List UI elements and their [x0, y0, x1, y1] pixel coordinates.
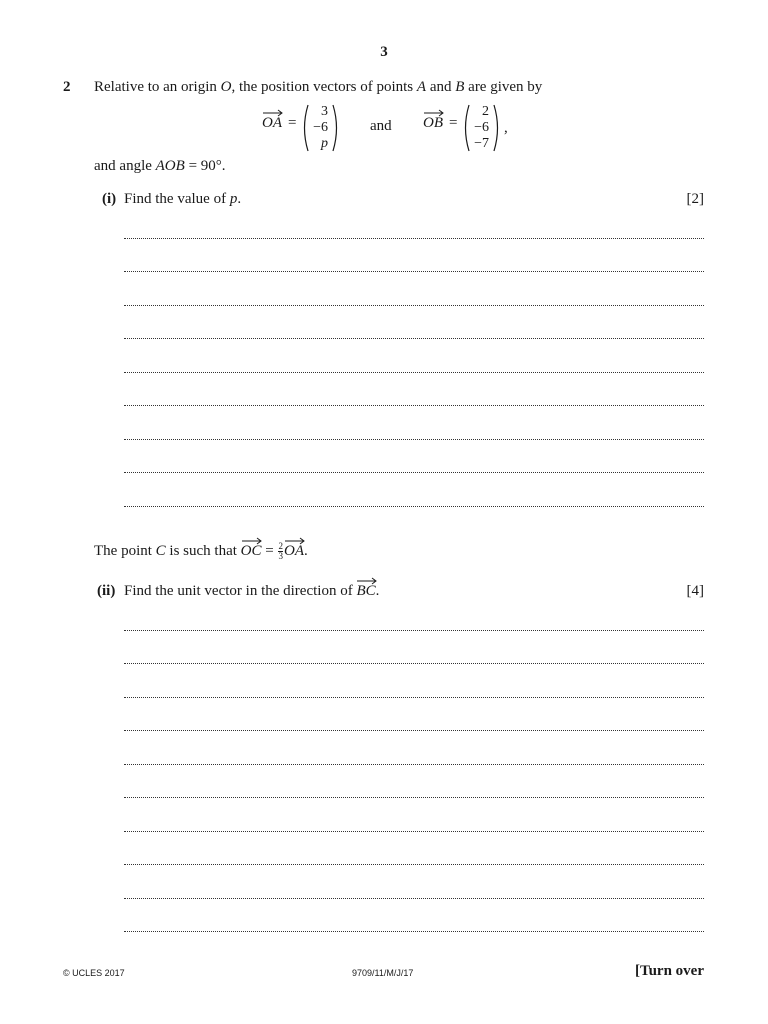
- ob-component-3: −7: [474, 136, 489, 151]
- answer-line[interactable]: [124, 697, 704, 698]
- answer-line[interactable]: [124, 405, 704, 406]
- answer-line[interactable]: [124, 305, 704, 306]
- answer-line[interactable]: [124, 931, 704, 932]
- angle-statement: and angle AOB = 90°.: [94, 158, 226, 174]
- vector-bc-label: BC: [356, 583, 375, 600]
- fraction-two-thirds: $\frac{2}{3}$: [278, 541, 283, 561]
- ob-component-2: −6: [474, 120, 489, 135]
- question-intro: Relative to an origin O, the position vectors of points A and B are given by: [94, 79, 543, 95]
- answer-line[interactable]: [124, 238, 704, 239]
- oa-component-3: p: [321, 136, 328, 151]
- vector-arrow-icon: [262, 109, 284, 117]
- trailing-comma: ,: [504, 120, 508, 136]
- ob-component-1: 2: [482, 104, 489, 119]
- answer-line[interactable]: [124, 764, 704, 765]
- oa-component-1: 3: [321, 104, 328, 119]
- vector-ob-expression: [423, 104, 513, 152]
- vector-ob-label: OB: [423, 115, 443, 132]
- answer-line[interactable]: [124, 372, 704, 373]
- vector-arrow-icon: [423, 109, 445, 117]
- question-number: 2: [63, 79, 71, 95]
- equals-sign: =: [449, 115, 458, 131]
- right-parenthesis-icon: [331, 104, 341, 152]
- part-ii-label: (ii): [97, 583, 116, 599]
- answer-line[interactable]: [124, 831, 704, 832]
- vector-arrow-icon: [284, 537, 306, 545]
- footer-copyright: © UCLES 2017: [63, 968, 125, 978]
- answer-line[interactable]: [124, 472, 704, 473]
- answer-line[interactable]: [124, 898, 704, 899]
- vector-oa-label: OA: [262, 115, 282, 132]
- vector-oc-label: OC: [241, 543, 262, 560]
- point-c-statement: The point C is such that OC = $\frac{2}{3}$ OA.: [94, 542, 308, 561]
- answer-line[interactable]: [124, 864, 704, 865]
- vector-arrow-icon: [241, 537, 263, 545]
- answer-line[interactable]: [124, 271, 704, 272]
- answer-line[interactable]: [124, 506, 704, 507]
- and-word: and: [370, 118, 392, 134]
- vector-arrow-icon: [356, 577, 378, 585]
- footer-turn-over: [Turn over: [634, 963, 704, 979]
- equals-sign: =: [288, 115, 297, 131]
- answer-line[interactable]: [124, 663, 704, 664]
- page-number: 3: [380, 44, 388, 60]
- oa-component-2: −6: [313, 120, 328, 135]
- answer-line[interactable]: [124, 730, 704, 731]
- right-parenthesis-icon: [492, 104, 502, 152]
- part-ii-marks: [4]: [686, 583, 704, 599]
- part-i-text: Find the value of p.: [124, 191, 242, 207]
- part-i-label: (i): [102, 191, 117, 207]
- answer-line[interactable]: [124, 797, 704, 798]
- part-ii-text: Find the unit vector in the direction of BC.: [124, 583, 379, 600]
- answer-line[interactable]: [124, 338, 704, 339]
- vector-oa-inline-label: OA: [284, 543, 304, 560]
- footer-paper-code: 9709/11/M/J/17: [352, 968, 414, 978]
- answer-line[interactable]: [124, 630, 704, 631]
- answer-line[interactable]: [124, 439, 704, 440]
- vector-oa-expression: [262, 104, 352, 152]
- part-i-marks: [2]: [686, 191, 704, 207]
